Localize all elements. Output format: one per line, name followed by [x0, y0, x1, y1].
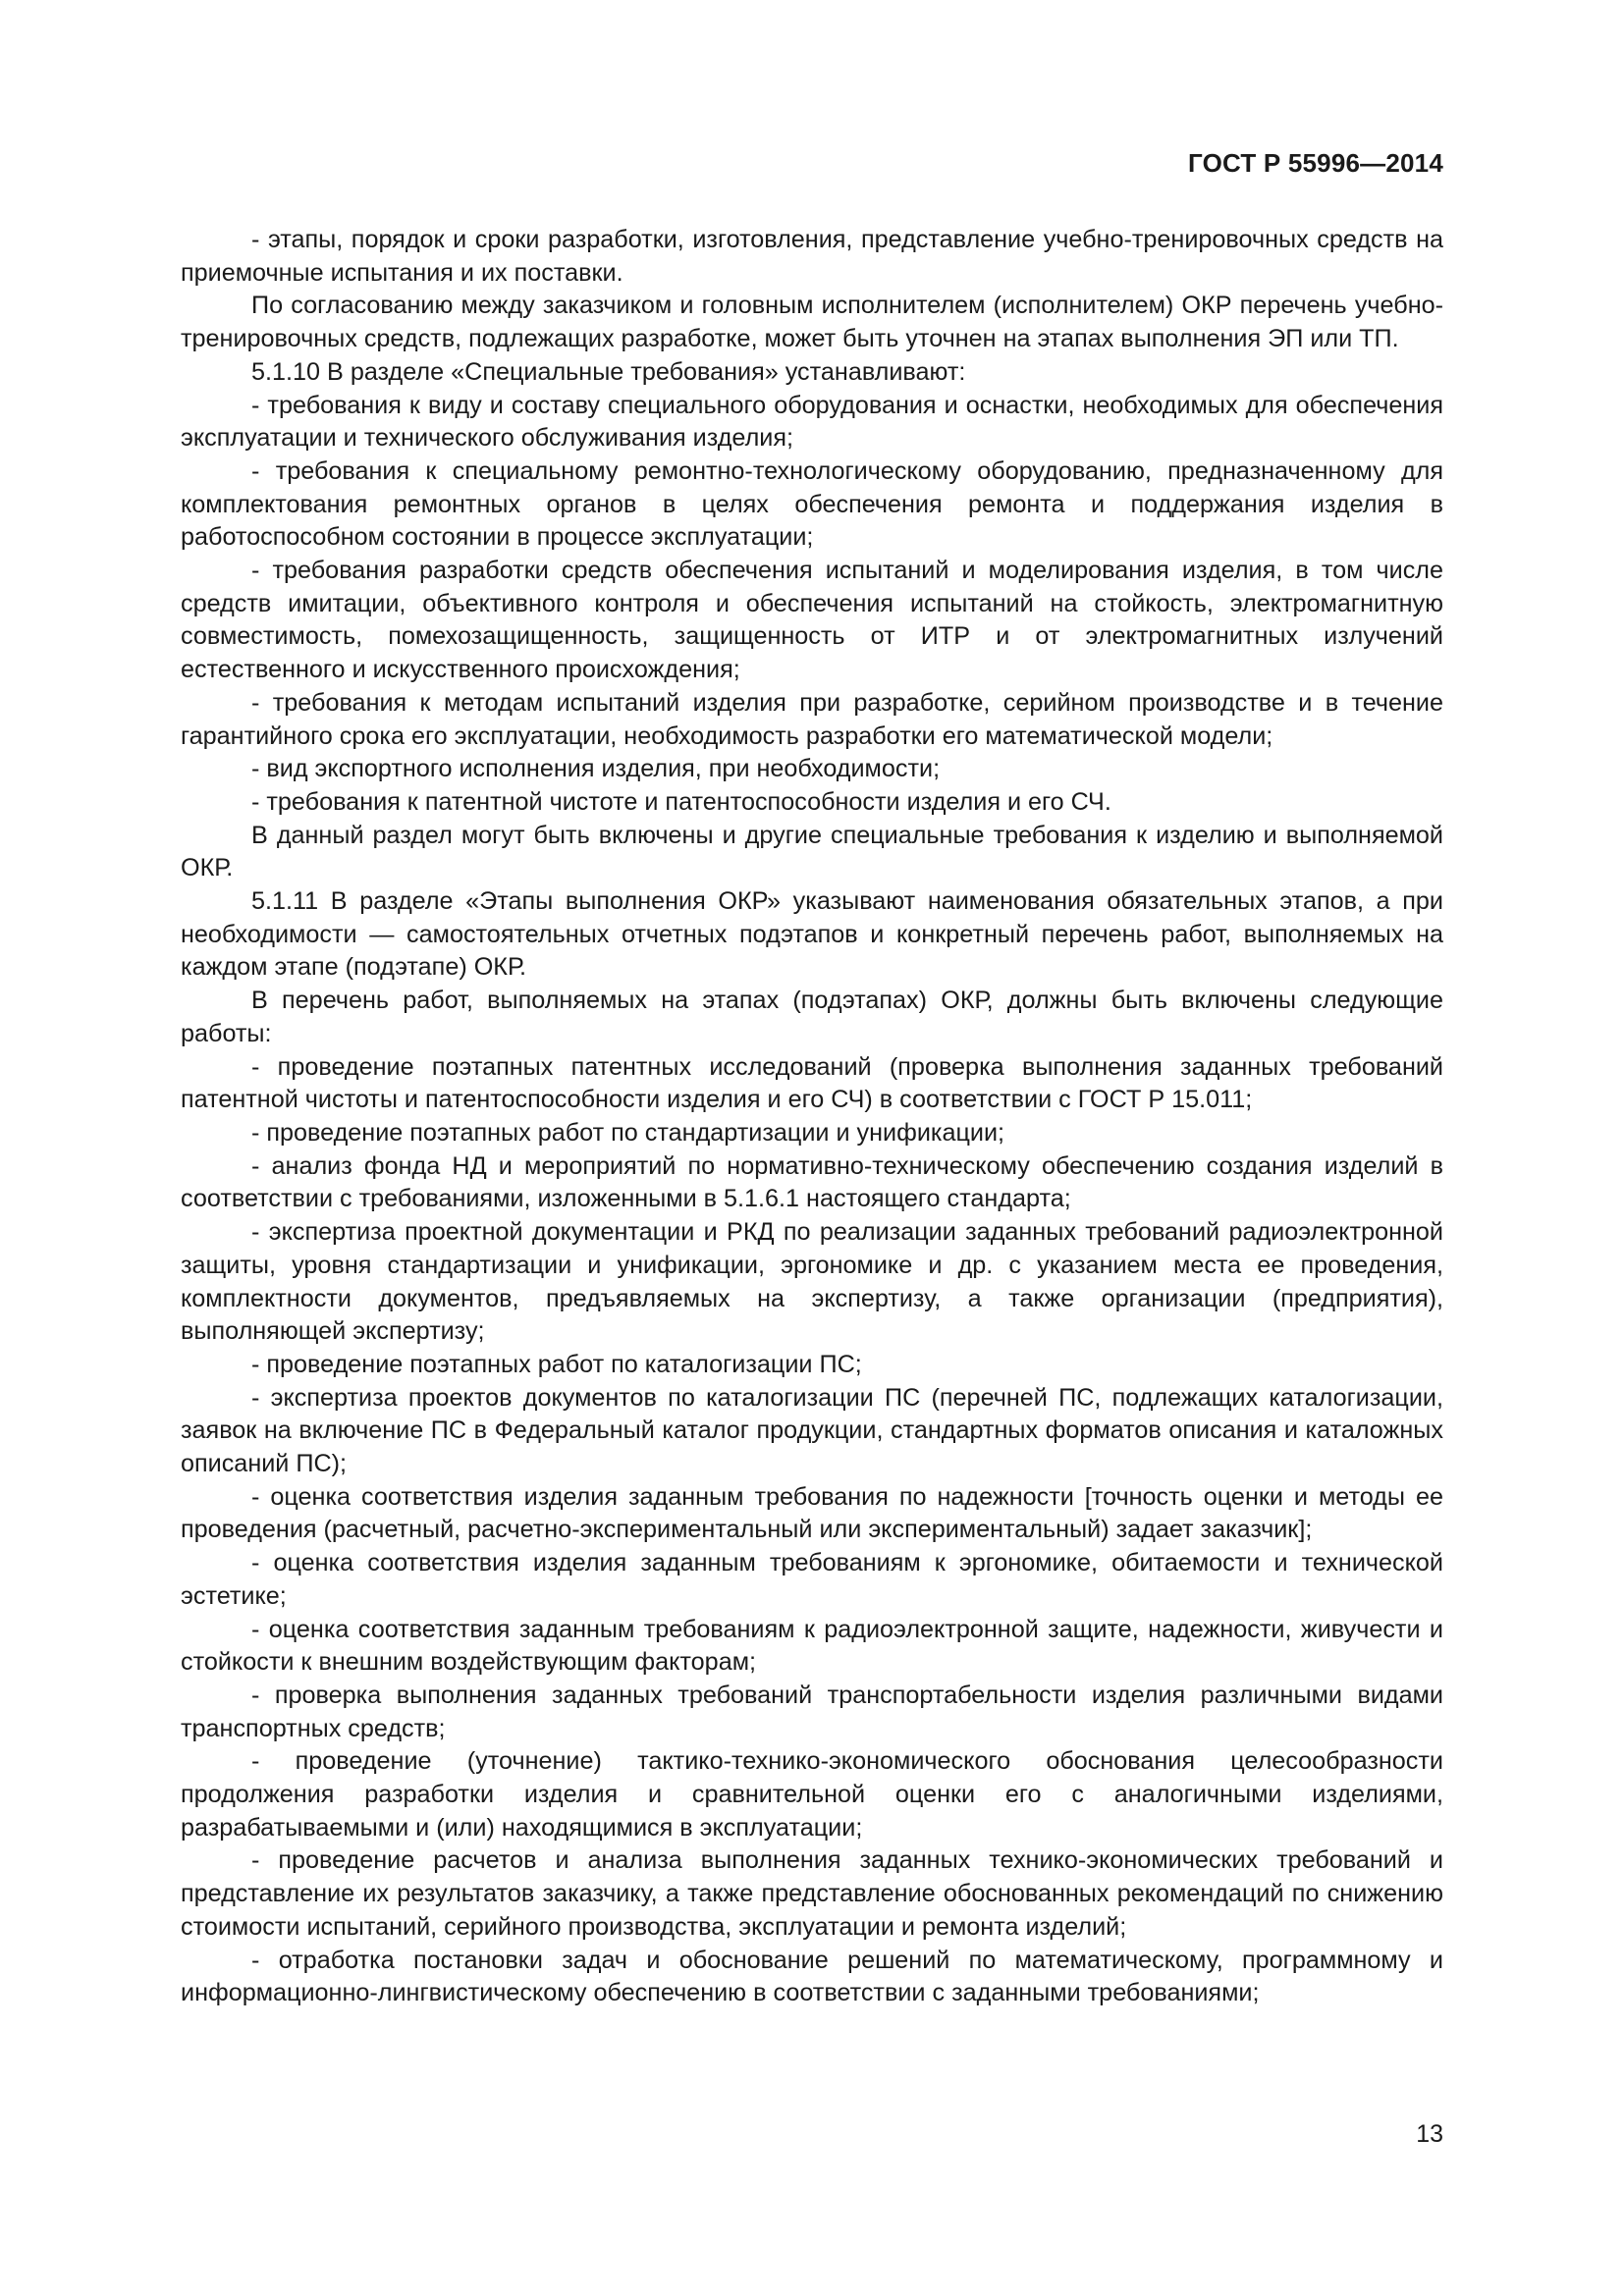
paragraph: - оценка соответствия изделия заданным требования по надежности [точность оценки и методы ее проведения (расчетный, расчетно-экспериментальный или экспериментальный) задает заказчик]; — [181, 1482, 1443, 1544]
paragraph: - требования разработки средств обеспечения испытаний и моделирования изделия, в том числе средств имитации, объективного контроля и обеспечения испытаний на стойкость, электромагнитную совместимость, помехозащищенность, защищенность от ИТР и от электромагнитных излучений естественного и искусственного происхождения; — [181, 557, 1443, 684]
paragraph: - требования к специальному ремонтно-технологическому оборудованию, предназначенному для комплектования ремонтных органов в целях обеспечения ремонта и поддержания изделия в работоспособном состоянии в процессе эксплуатации; — [181, 456, 1443, 552]
paragraph: - вид экспортного исполнения изделия, при необходимости; — [251, 755, 941, 783]
paragraph: По согласованию между заказчиком и головным исполнителем (исполнителем) ОКР перечень учебно-тренировочных средств, подлежащих разработке, может быть уточнен на этапах выполнения ЭП или ТП. — [181, 292, 1443, 353]
paragraph: - проведение расчетов и анализа выполнения заданных технико-экономических требований и представление их результатов заказчику, а также представление обоснованных рекомендаций по снижению стоимости испытаний, серийного производства, эксплуатации и ремонта изделий; — [181, 1846, 1443, 1941]
paragraph: - проведение (уточнение) тактико-технико-экономического обоснования целесообразности продолжения разработки изделия и сравнительной оценки его с аналогичными изделиями, разрабатываемыми и (или) находящимися в эксплуатации; — [181, 1747, 1443, 1842]
paragraph: - этапы, порядок и сроки разработки, изготовления, представление учебно-тренировочных средств на приемочные испытания и их поставки. — [181, 226, 1443, 287]
body-text — [181, 224, 1443, 2010]
paragraph: - требования к методам испытаний изделия при разработке, серийном производстве и в течение гарантийного срока его эксплуатации, необходимость разработки его математической модели; — [181, 688, 1443, 750]
paragraph: 5.1.11 В разделе «Этапы выполнения ОКР» указывают наименования обязательных этапов, а при необходимости — самостоятельных отчетных подэтапов и конкретный перечень работ, выполняемых на каждом этапе (подэтапе) ОКР. — [181, 887, 1443, 982]
paragraph: - оценка соответствия изделия заданным требованиям к эргономике, обитаемости и технической эстетике; — [181, 1549, 1443, 1610]
page-number: 13 — [1416, 2120, 1443, 2148]
document-header: ГОСТ Р 55996—2014 — [1188, 148, 1443, 178]
paragraph: - проведение поэтапных патентных исследований (проверка выполнения заданных требований патентной чистоты и патентоспособности изделия и его СЧ) в соответствии с ГОСТ Р 15.011; — [181, 1052, 1443, 1114]
paragraph: 5.1.10 В разделе «Специальные требования» устанавливают: — [251, 357, 966, 386]
paragraph: - проведение поэтапных работ по стандартизации и унификации; — [251, 1118, 1005, 1147]
paragraph: - отработка постановки задач и обоснование решений по математическому, программному и информационно-лингвистическому обеспечению в соответствии с заданными требованиями; — [181, 1946, 1443, 2007]
paragraph: - оценка соответствия заданным требованиям к радиоэлектронной защите, надежности, живучести и стойкости к внешним воздействующим факторам; — [181, 1615, 1443, 1677]
paragraph: - экспертиза проектной документации и РКД по реализации заданных требований радиоэлектронной защиты, уровня стандартизации и унификации, эргономике и др. с указанием места ее проведения, комплектности документов, предъявляемых на экспертизу, а также организации (предприятия), выполняющей экспертизу; — [181, 1218, 1443, 1346]
paragraph: - требования к виду и составу специального оборудования и оснастки, необходимых для обеспечения эксплуатации и технического обслуживания изделия; — [181, 391, 1443, 453]
paragraph: В данный раздел могут быть включены и другие специальные требования к изделию и выполняемой ОКР. — [181, 821, 1443, 882]
paragraph: - проведение поэтапных работ по каталогизации ПС; — [251, 1350, 862, 1378]
paragraph: - экспертиза проектов документов по каталогизации ПС (перечней ПС, подлежащих каталогизации, заявок на включение ПС в Федеральный каталог продукции, стандартных форматов описания и каталожных описаний ПС); — [181, 1383, 1443, 1478]
paragraph: В перечень работ, выполняемых на этапах (подэтапах) ОКР, должны быть включены следующие работы: — [181, 987, 1443, 1047]
paragraph: - требования к патентной чистоте и патентоспособности изделия и его СЧ. — [251, 787, 1111, 816]
paragraph: - проверка выполнения заданных требований транспортабельности изделия различными видами транспортных средств; — [181, 1681, 1443, 1742]
paragraph: - анализ фонда НД и мероприятий по нормативно-техническому обеспечению создания изделий в соответствии с требованиями, изложенными в 5.1.6.1 настоящего стандарта; — [181, 1151, 1443, 1213]
